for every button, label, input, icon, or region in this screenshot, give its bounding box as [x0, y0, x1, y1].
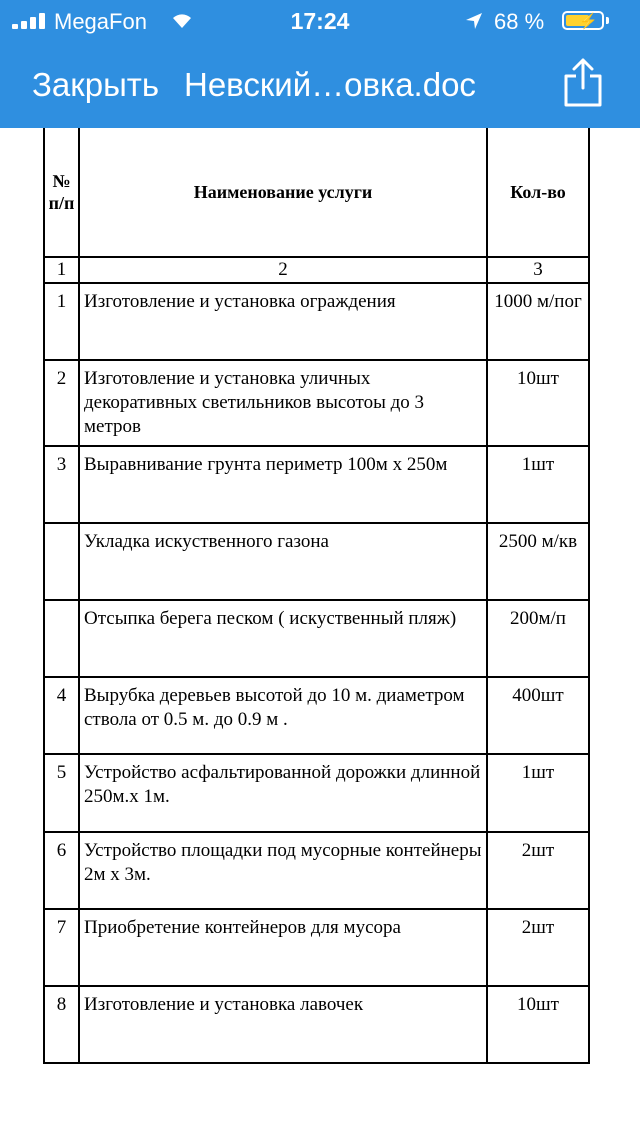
table-row: [44, 677, 589, 754]
cell-name: Изготовление и установка лавочек: [79, 986, 487, 1063]
cell-qty: 10шт: [487, 360, 589, 446]
battery-icon: [562, 11, 604, 30]
cell-num: 7: [44, 909, 79, 986]
battery-percent: 68 %: [494, 9, 545, 34]
cell-qty: 2шт: [487, 832, 589, 909]
nav-bar: [0, 44, 640, 128]
cell-qty: 1шт: [487, 446, 589, 523]
status-bar: [0, 0, 640, 44]
table-index-row: [44, 257, 589, 283]
cell-name: Изготовление и установка уличных декоративных светильников высотоы до 3 метров: [79, 360, 487, 446]
cell-qty: 200м/п: [487, 600, 589, 677]
table-row: [44, 446, 589, 523]
cell-num: 2: [44, 360, 79, 446]
header-num: № п/п: [44, 128, 79, 257]
cell-name: Приобретение контейнеров для мусора: [79, 909, 487, 986]
cell-name: Изготовление и установка ограждения: [79, 283, 487, 360]
cell-name: Устройство асфальтированной дорожки длинной 250м.х 1м.: [79, 754, 487, 832]
header-qty: Кол-во: [487, 128, 589, 257]
cell-num: [44, 600, 79, 677]
share-icon[interactable]: [562, 56, 604, 108]
clock: 17:24: [290, 8, 350, 34]
index-cell: 3: [487, 257, 589, 283]
cell-name: Укладка искуственного газона: [79, 523, 487, 600]
table-row: [44, 600, 589, 677]
cell-num: 3: [44, 446, 79, 523]
charging-bolt-icon: ⚡: [579, 13, 598, 30]
table-row: [44, 360, 589, 446]
cell-name: Устройство площадки под мусорные контейнеры 2м х 3м.: [79, 832, 487, 909]
top-bar: [0, 0, 640, 128]
document-page: [43, 128, 588, 1064]
cell-qty: 1шт: [487, 754, 589, 832]
cell-num: 4: [44, 677, 79, 754]
table-row: [44, 909, 589, 986]
cell-name: Выравнивание грунта периметр 100м х 250м: [79, 446, 487, 523]
cell-num: 8: [44, 986, 79, 1063]
battery-tip: [606, 17, 609, 24]
cell-name: Вырубка деревьев высотой до 10 м. диаметром ствола от 0.5 м. до 0.9 м .: [79, 677, 487, 754]
index-cell: 2: [79, 257, 487, 283]
index-cell: 1: [44, 257, 79, 283]
cell-qty: 400шт: [487, 677, 589, 754]
cell-qty: 2шт: [487, 909, 589, 986]
cell-name: Отсыпка берега песком ( искуственный пляж): [79, 600, 487, 677]
table-row: [44, 283, 589, 360]
cell-num: 5: [44, 754, 79, 832]
cell-qty: 1000 м/пог: [487, 283, 589, 360]
location-arrow-icon: [464, 11, 484, 31]
table-row: [44, 832, 589, 909]
header-name: Наименование услуги: [79, 128, 487, 257]
cell-qty: 2500 м/кв: [487, 523, 589, 600]
cell-num: [44, 523, 79, 600]
close-button[interactable]: Закрыть: [32, 66, 160, 103]
cell-qty: 10шт: [487, 986, 589, 1063]
table-row: [44, 523, 589, 600]
carrier-name: MegaFon: [54, 9, 147, 34]
table-row: [44, 754, 589, 832]
cell-num: 1: [44, 283, 79, 360]
cell-num: 6: [44, 832, 79, 909]
table-row: [44, 986, 589, 1063]
services-table: [43, 128, 590, 1064]
document-title: Невский…овка.doc: [184, 66, 476, 103]
table-header-row: [44, 128, 589, 257]
